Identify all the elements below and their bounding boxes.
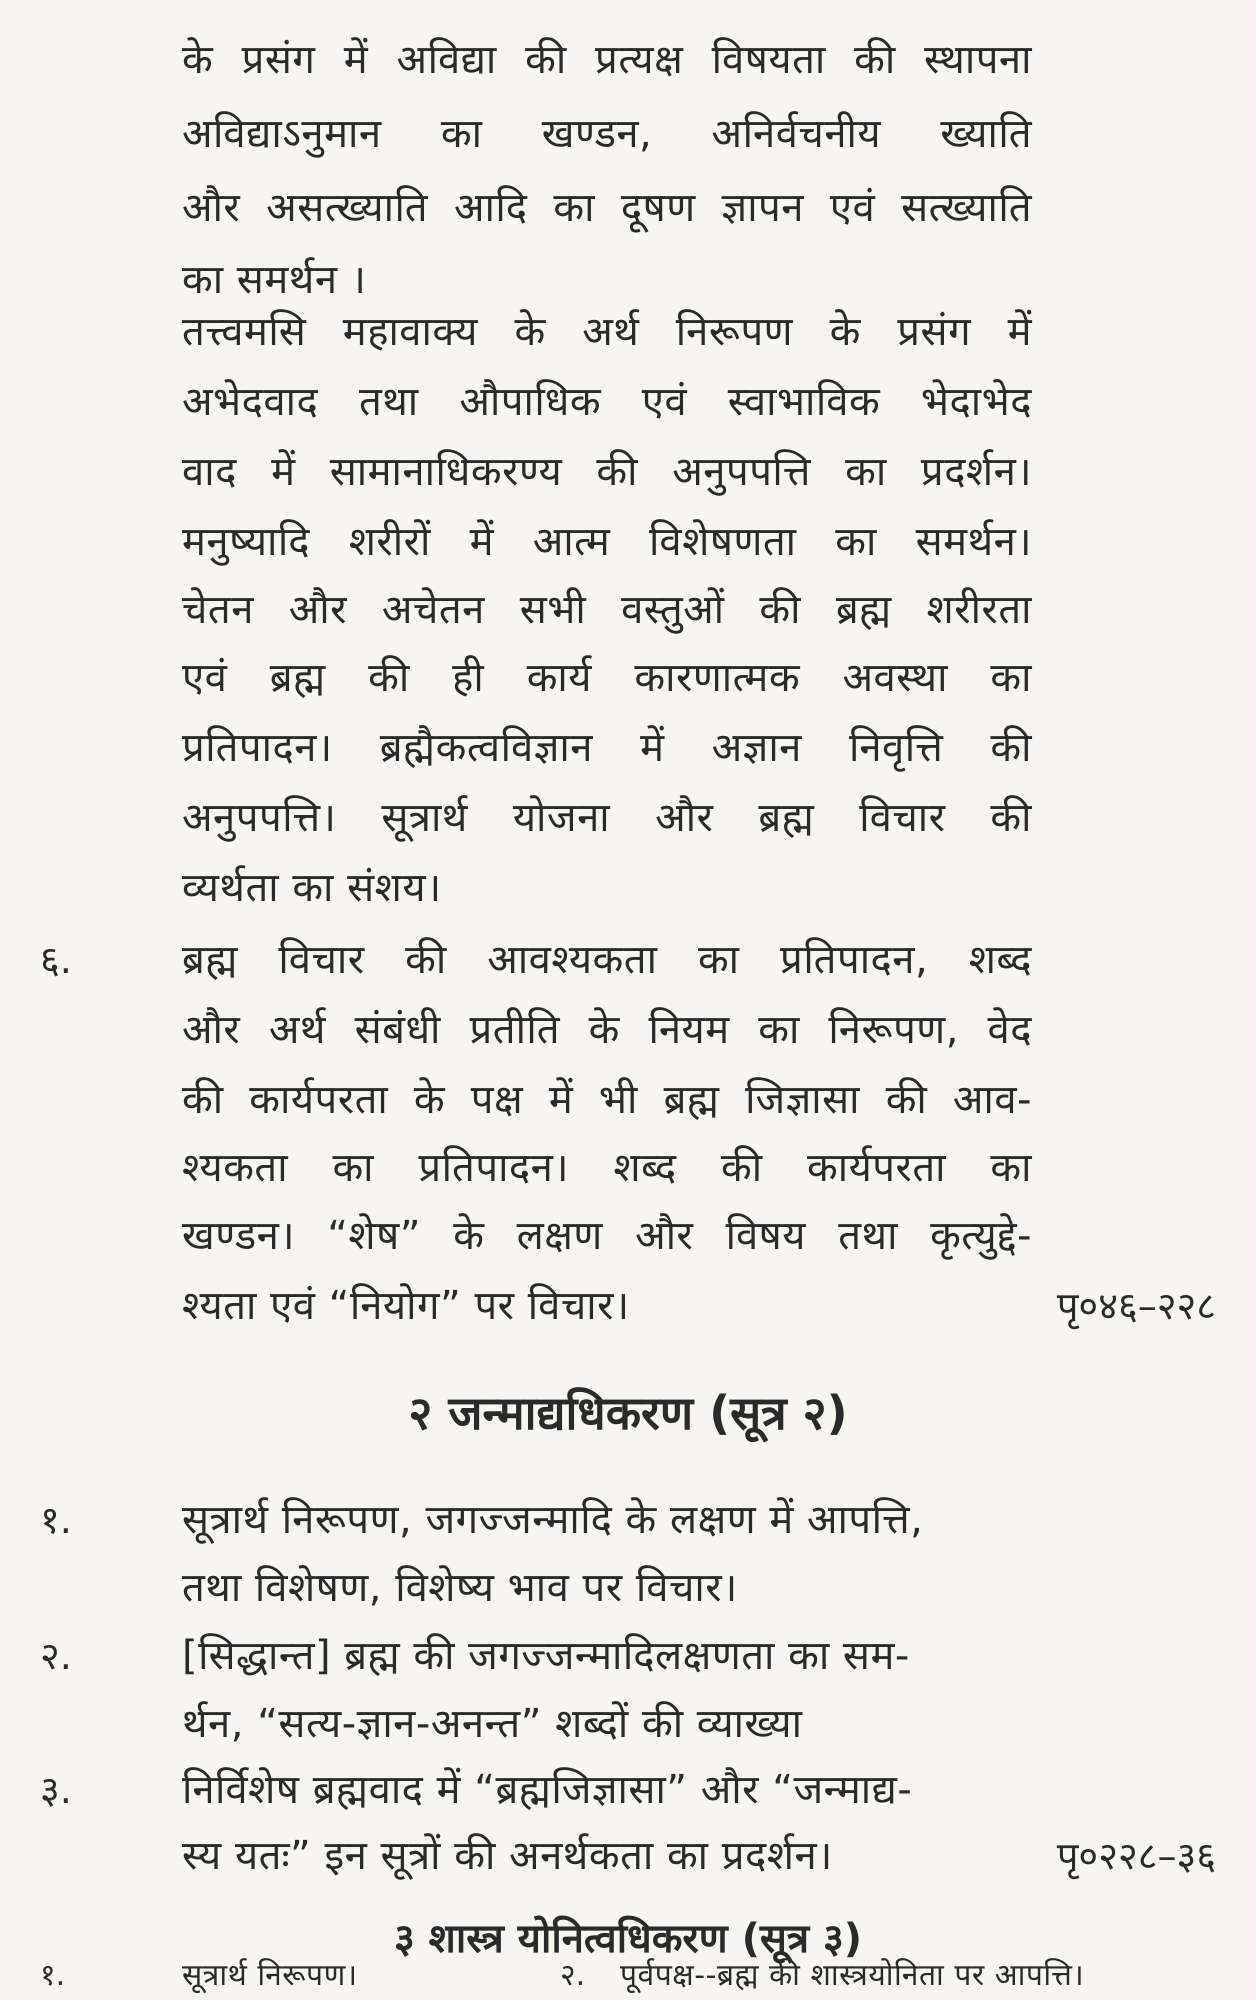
text-line: स्य यतः” इन सूत्रों की अनर्थकता का प्रदर्शन।: [182, 1833, 833, 1879]
text-line: प्रतिपादन। ब्रह्मैकत्वविज्ञान में अज्ञान निवृत्ति की: [182, 725, 1032, 771]
text-line: व्यर्थता का संशय।: [182, 865, 442, 911]
text-line: सूत्रार्थ निरूपण, जगज्जन्मादि के लक्षण में आपत्ति,: [182, 1497, 924, 1543]
text-line: सूत्रार्थ निरूपण।: [182, 1958, 358, 1993]
text-line: ब्रह्म विचार की आवश्यकता का प्रतिपादन, शब्द: [182, 937, 1032, 983]
text-line: और असत्ख्याति आदि का दूषण ज्ञापन एवं सत्ख्याति: [182, 185, 1032, 231]
text-line: श्यकता का प्रतिपादन। शब्द की कार्यपरता का: [182, 1145, 1032, 1191]
item-number: १.: [40, 1958, 66, 1993]
item-number: ६.: [40, 938, 72, 982]
page-reference: पृ०४६–२२८: [1056, 1284, 1216, 1328]
text-line: का समर्थन ।: [182, 257, 367, 303]
text-line: निर्विशेष ब्रह्मवाद में “ब्रह्मजिज्ञासा” और “जन्माद्य-: [182, 1767, 913, 1813]
text-line: तत्त्वमसि महावाक्य के अर्थ निरूपण के प्रसंग में: [182, 309, 1032, 355]
text-line: खण्डन। “शेष” के लक्षण और विषय तथा कृत्युद्दे-: [182, 1213, 1032, 1259]
text-line: अविद्याऽनुमान का खण्डन, अनिर्वचनीय ख्याति: [182, 111, 1032, 157]
text-line: र्थन, “सत्य-ज्ञान-अनन्त” शब्दों की व्याख्या: [182, 1701, 803, 1747]
text-line: तथा विशेषण, विशेष्य भाव पर विचार।: [182, 1565, 738, 1611]
text-line: वाद में सामानाधिकरण्य की अनुपपत्ति का प्रदर्शन।: [182, 449, 1032, 495]
item-number: ३.: [40, 1768, 72, 1812]
section-heading: २ जन्माद्यधिकरण (सूत्र २): [408, 1386, 848, 1440]
text-line: अभेदवाद तथा औपाधिक एवं स्वाभाविक भेदाभेद: [182, 379, 1032, 425]
item-number: १.: [40, 1498, 72, 1542]
text-line: के प्रसंग में अविद्या की प्रत्यक्ष विषयता की स्थापना: [182, 37, 1032, 83]
text-line: चेतन और अचेतन सभी वस्तुओं की ब्रह्म शरीरता: [182, 587, 1032, 633]
section-heading: ३ शास्त्र योनित्वधिकरण (सूत्र ३): [393, 1916, 863, 1962]
page-reference: पृ०२२८–३६: [1056, 1834, 1216, 1878]
text-line: और अर्थ संबंधी प्रतीति के नियम का निरूपण, वेद: [182, 1007, 1032, 1053]
item-number: २.: [560, 1958, 586, 1993]
text-line: एवं ब्रह्म की ही कार्य कारणात्मक अवस्था का: [182, 655, 1032, 701]
text-line: श्यता एवं “नियोग” पर विचार।: [182, 1283, 630, 1329]
text-line: अनुपपत्ति। सूत्रार्थ योजना और ब्रह्म विचार की: [182, 795, 1032, 841]
text-line: मनुष्यादि शरीरों में आत्म विशेषणता का समर्थन।: [182, 519, 1032, 565]
item-number: २.: [40, 1634, 72, 1678]
text-line: [सिद्धान्त] ब्रह्म की जगज्जन्मादिलक्षणता का सम-: [182, 1633, 910, 1679]
text-line: की कार्यपरता के पक्ष में भी ब्रह्म जिज्ञासा की आव-: [182, 1077, 1032, 1123]
text-line: पूर्वपक्ष--ब्रह्म की शास्त्रयोनिता पर आपत्ति।: [620, 1958, 1085, 1993]
